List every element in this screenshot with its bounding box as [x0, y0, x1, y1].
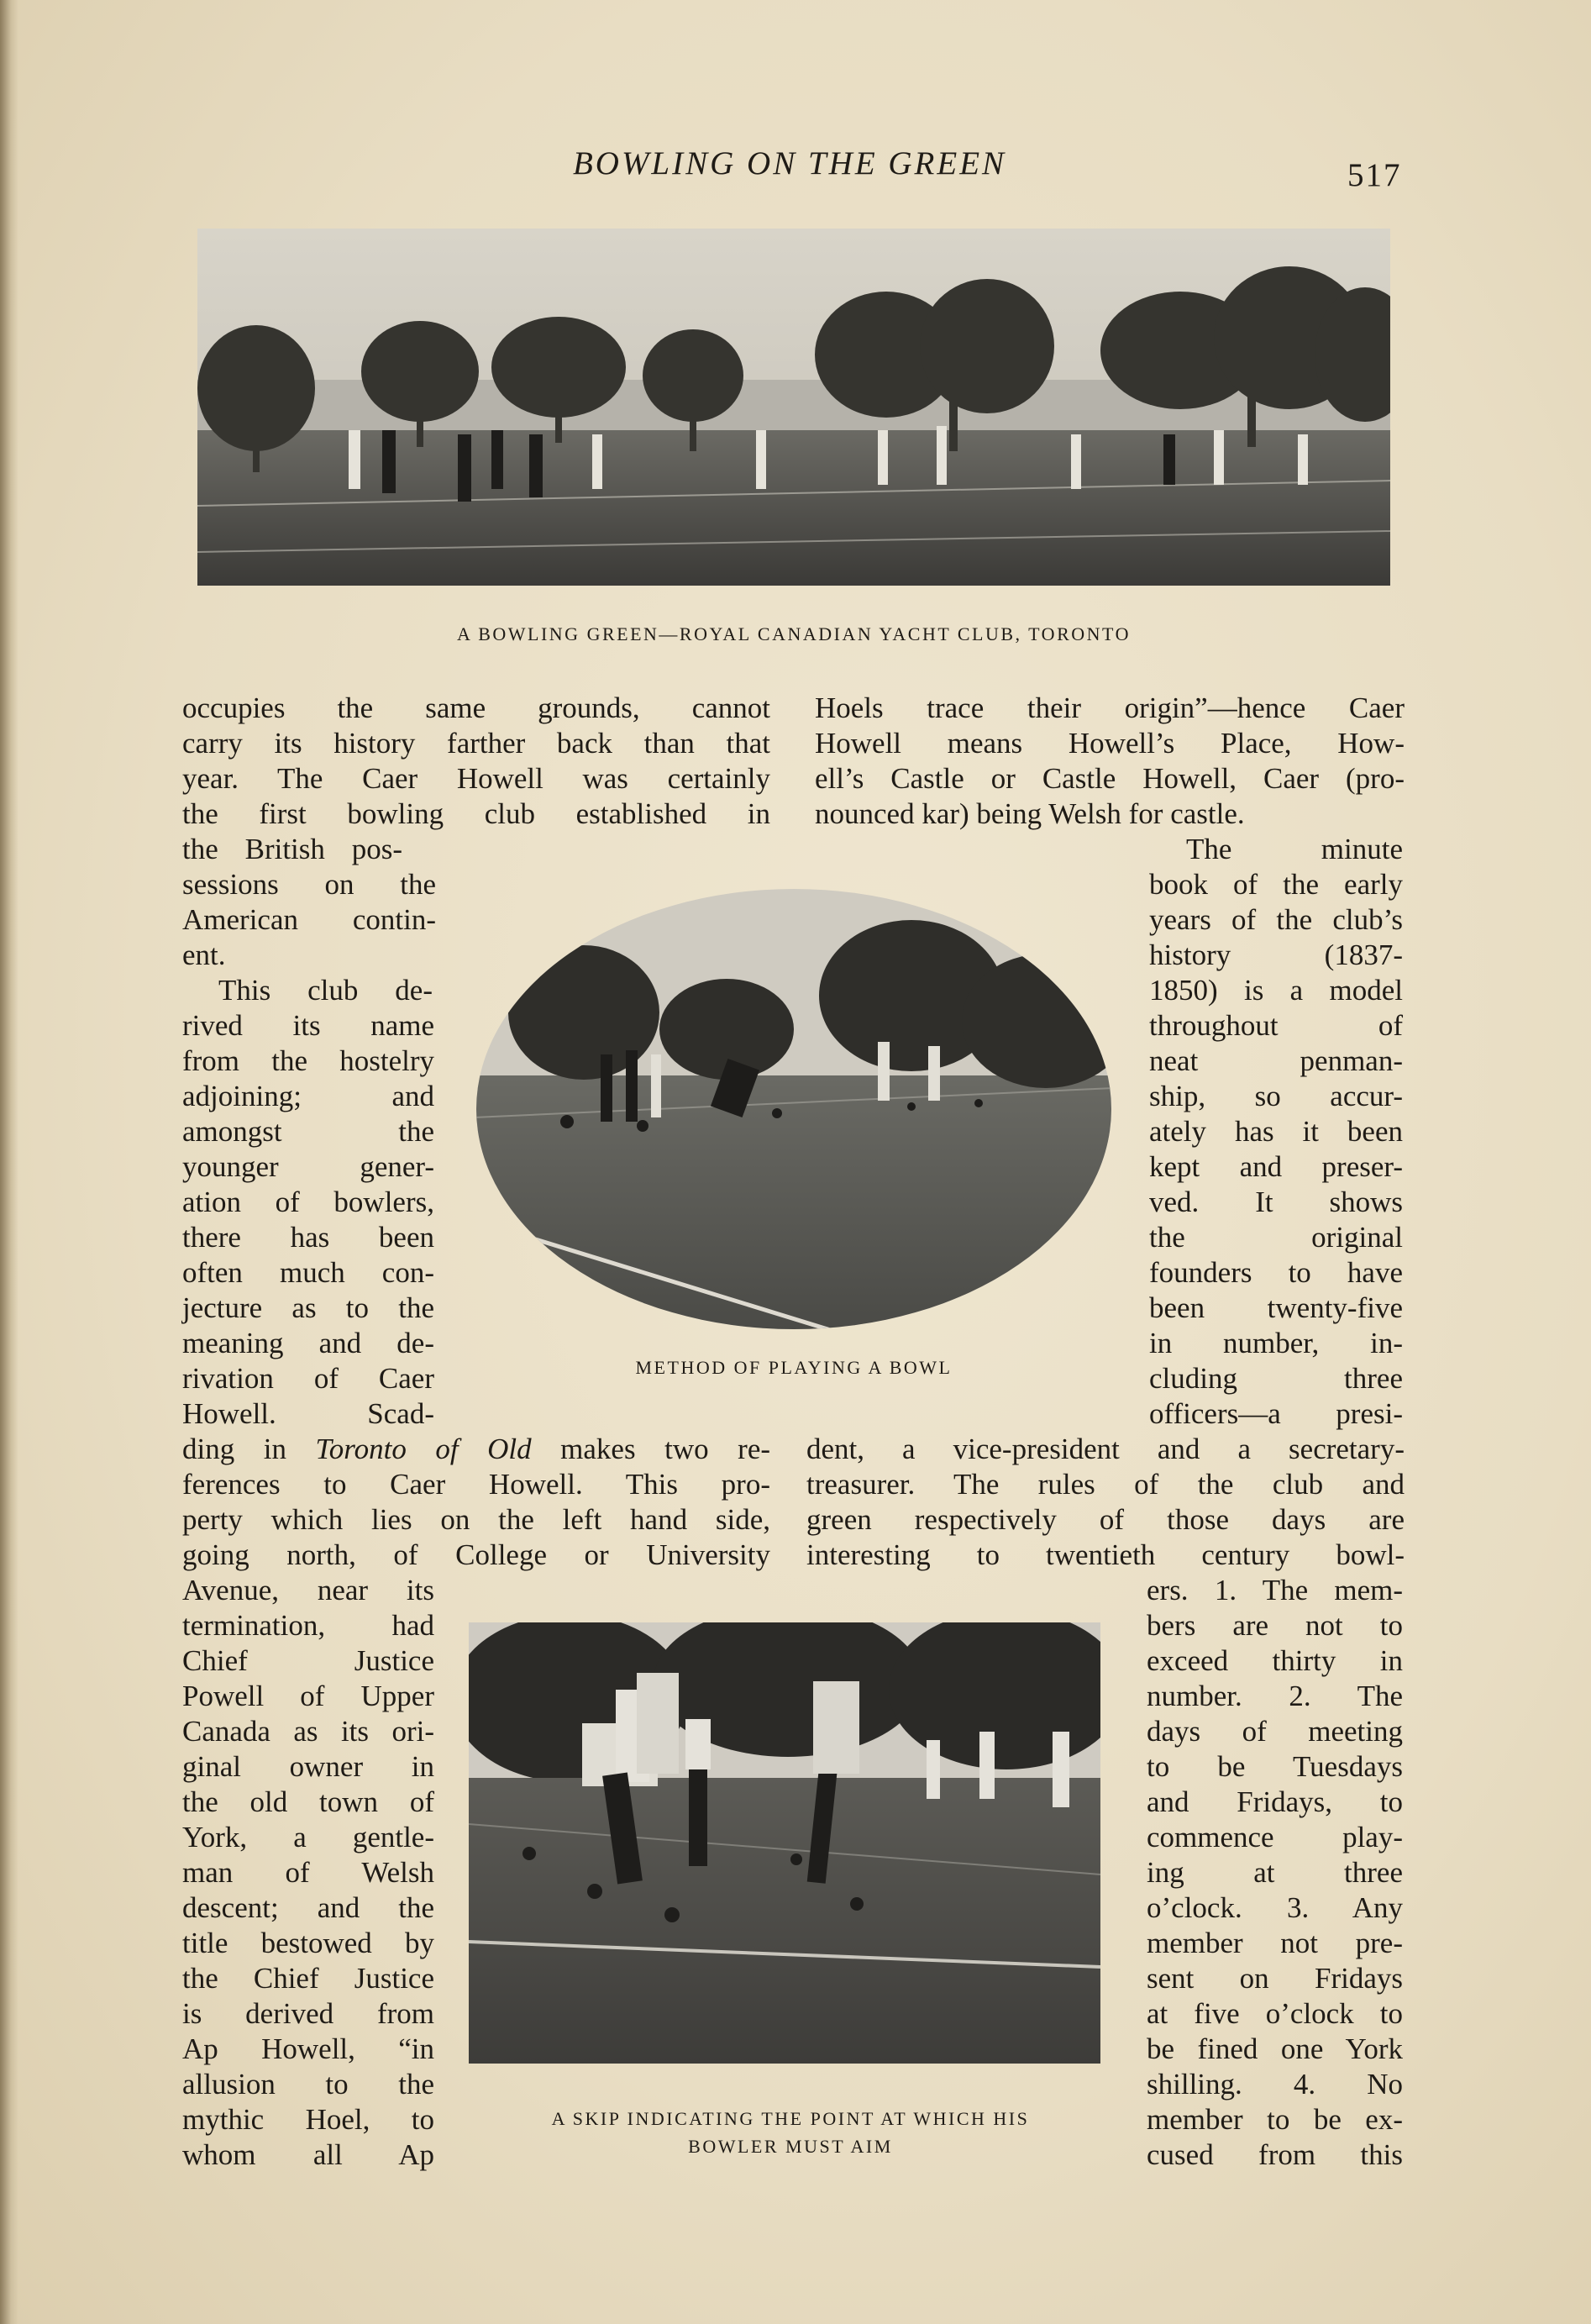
- right-line: dent, a vice-president and a secretary-: [806, 1433, 1405, 1465]
- right-line: be fined one York: [1147, 2032, 1403, 2065]
- left-line: perty which lies on the left hand side,: [182, 1503, 770, 1536]
- left-line: adjoining; and: [182, 1080, 434, 1112]
- right-line: cluding three: [1149, 1362, 1403, 1395]
- caption-bottom-photo-line2: BOWLER MUST AIM: [688, 2136, 893, 2157]
- caption-top-photo: A BOWLING GREEN—ROYAL CANADIAN YACHT CLUB, TORONTO: [457, 623, 1131, 644]
- caption-bottom-photo-line1: A SKIP INDICATING THE POINT AT WHICH HIS: [551, 2108, 1030, 2129]
- right-line: throughout of: [1149, 1009, 1403, 1042]
- left-line: sessions on the: [182, 868, 436, 901]
- left-line: the old town of: [182, 1785, 434, 1818]
- right-line: nounced kar) being Welsh for castle.: [815, 797, 1245, 830]
- right-line: ved. It shows: [1149, 1186, 1403, 1218]
- left-line: Ap Howell, “in: [182, 2032, 434, 2065]
- left-line: allusion to the: [182, 2068, 434, 2101]
- right-line: neat penman-: [1149, 1044, 1403, 1077]
- right-line: at five o’clock to: [1147, 1997, 1403, 2030]
- right-line: years of the club’s: [1149, 903, 1403, 936]
- left-line: year. The Caer Howell was certainly: [182, 762, 770, 795]
- left-line: York, a gentle-: [182, 1821, 434, 1853]
- left-line: whom all Ap: [182, 2138, 434, 2171]
- right-line: exceed thirty in: [1147, 1644, 1403, 1677]
- left-line: going north, of College or University: [182, 1538, 770, 1571]
- left-line: ation of bowlers,: [182, 1186, 434, 1218]
- right-line: in number, in-: [1149, 1327, 1403, 1359]
- left-line: occupies the same grounds, cannot: [182, 691, 770, 724]
- left-line: ent.: [182, 939, 226, 971]
- right-line: interesting to twentieth century bowl-: [806, 1538, 1405, 1571]
- left-line: Canada as its ori-: [182, 1715, 434, 1748]
- right-line: member not pre-: [1147, 1927, 1403, 1959]
- right-line: Howell means Howell’s Place, How-: [815, 727, 1405, 760]
- right-line: 1850) is a model: [1149, 974, 1403, 1007]
- left-line: the Chief Justice: [182, 1962, 434, 1995]
- left-line: younger gener-: [182, 1150, 434, 1183]
- right-line: been twenty-five: [1149, 1291, 1403, 1324]
- right-line: treasurer. The rules of the club and: [806, 1468, 1405, 1501]
- left-line: is derived from: [182, 1997, 434, 2030]
- left-line: jecture as to the: [182, 1291, 434, 1324]
- left-line: the British pos-: [182, 833, 402, 865]
- left-line: ferences to Caer Howell. This pro-: [182, 1468, 770, 1501]
- right-line: book of the early: [1149, 868, 1403, 901]
- left-line: This club de-: [218, 974, 433, 1007]
- left-line: Avenue, near its: [182, 1574, 434, 1606]
- left-line: mythic Hoel, to: [182, 2103, 434, 2136]
- right-line: ship, so accur-: [1149, 1080, 1403, 1112]
- running-title: BOWLING ON THE GREEN: [572, 145, 1007, 181]
- left-line: descent; and the: [182, 1891, 434, 1924]
- left-line: meaning and de-: [182, 1327, 434, 1359]
- right-line: The minute: [1186, 833, 1403, 865]
- right-line: and Fridays, to: [1147, 1785, 1403, 1818]
- left-line: Howell. Scad-: [182, 1397, 434, 1430]
- right-line: history (1837-: [1149, 939, 1403, 971]
- left-line: termination, had: [182, 1609, 434, 1642]
- right-line: ing at three: [1147, 1856, 1403, 1889]
- left-line: the first bowling club established in: [182, 797, 770, 830]
- right-line: the original: [1149, 1221, 1403, 1254]
- photo-skip-indicating-point: [469, 1622, 1100, 2064]
- right-line: shilling. 4. No: [1147, 2068, 1403, 2101]
- book-title-toronto-of-old: Toronto of Old: [315, 1433, 532, 1465]
- left-line: from the hostelry: [182, 1044, 434, 1077]
- left-line: ding in Toronto of Old makes two re-: [182, 1433, 771, 1465]
- right-line: founders to have: [1149, 1256, 1403, 1289]
- right-line: kept and preser-: [1149, 1150, 1403, 1183]
- left-line: there has been: [182, 1221, 434, 1254]
- right-line: sent on Fridays: [1147, 1962, 1403, 1995]
- right-line: ell’s Castle or Castle Howell, Caer (pro-: [815, 762, 1405, 795]
- left-line: rivation of Caer: [182, 1362, 434, 1395]
- left-line: amongst the: [182, 1115, 434, 1148]
- left-line: often much con-: [182, 1256, 434, 1289]
- right-line: days of meeting: [1147, 1715, 1403, 1748]
- photo-method-of-playing-bowl: [475, 886, 1113, 1332]
- right-line: ers. 1. The mem-: [1147, 1574, 1403, 1606]
- right-line: number. 2. The: [1147, 1680, 1403, 1712]
- left-line: title bestowed by: [182, 1927, 434, 1959]
- photo-bowling-green-yacht-club: [197, 229, 1390, 586]
- left-line: Powell of Upper: [182, 1680, 434, 1712]
- right-line: ately has it been: [1149, 1115, 1403, 1148]
- left-line: rived its name: [182, 1009, 434, 1042]
- left-line: American contin-: [182, 903, 436, 936]
- right-line: officers—a presi-: [1149, 1397, 1403, 1430]
- page-number: 517: [1347, 157, 1402, 193]
- left-line: Chief Justice: [182, 1644, 434, 1677]
- right-line: bers are not to: [1147, 1609, 1403, 1642]
- right-line: o’clock. 3. Any: [1147, 1891, 1403, 1924]
- right-line: green respectively of those days are: [806, 1503, 1405, 1536]
- right-line: member to be ex-: [1147, 2103, 1403, 2136]
- left-line: man of Welsh: [182, 1856, 434, 1889]
- left-line: ginal owner in: [182, 1750, 434, 1783]
- right-line: commence play-: [1147, 1821, 1403, 1853]
- right-line: Hoels trace their origin”—hence Caer: [815, 691, 1405, 724]
- caption-middle-photo: METHOD OF PLAYING A BOWL: [635, 1357, 953, 1378]
- right-line: to be Tuesdays: [1147, 1750, 1403, 1783]
- right-line: cused from this: [1147, 2138, 1403, 2171]
- page-binding-edge: [0, 0, 18, 2324]
- left-line: carry its history farther back than that: [182, 727, 770, 760]
